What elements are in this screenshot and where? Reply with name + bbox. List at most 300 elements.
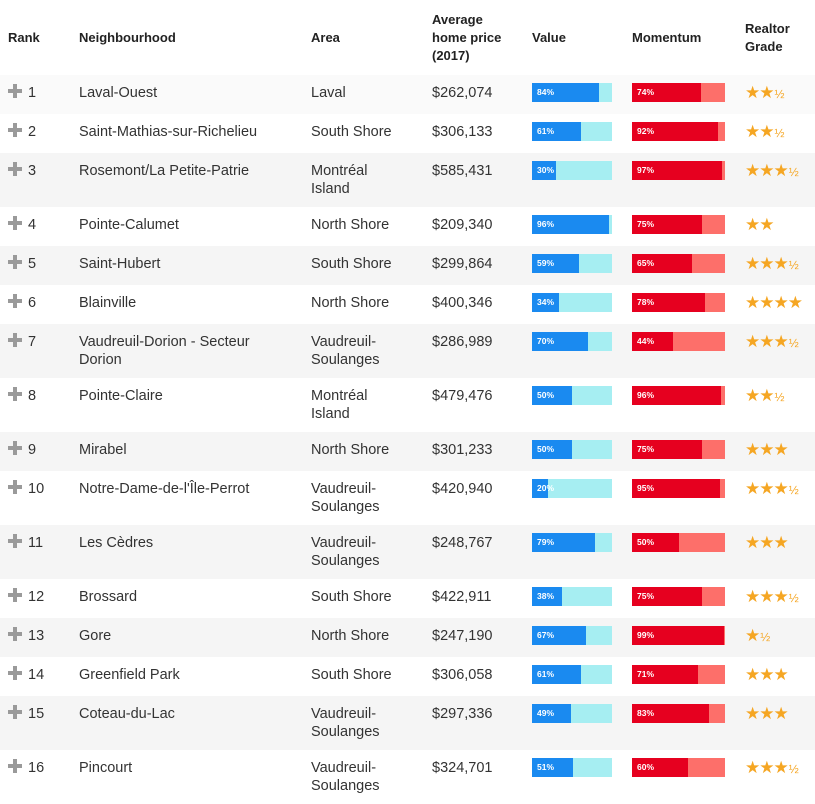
star-icon: ★	[759, 587, 774, 606]
grade-cell	[737, 525, 815, 579]
plus-icon[interactable]	[8, 705, 22, 719]
area-name: Vaudreuil-Soulanges	[303, 525, 424, 579]
price: $306,133	[424, 114, 524, 153]
momentum-cell	[624, 207, 737, 246]
star-rating	[745, 665, 788, 684]
plus-icon[interactable]	[8, 123, 22, 137]
price: $209,340	[424, 207, 524, 246]
rank-cell	[0, 114, 71, 153]
price: $247,190	[424, 618, 524, 657]
price: $400,346	[424, 285, 524, 324]
star-icon: ★	[773, 758, 788, 777]
value-bar	[532, 533, 612, 552]
grade-cell	[737, 285, 815, 324]
star-icon: ★	[773, 254, 788, 273]
star-icon: ★	[759, 254, 774, 273]
table-row[interactable]	[0, 114, 815, 153]
momentum-bar	[632, 479, 725, 498]
momentum-percent: 99%	[637, 630, 655, 640]
value-percent: 49%	[537, 708, 555, 718]
star-icon: ★	[745, 440, 760, 459]
star-icon: ★	[759, 215, 774, 234]
rank-number: 13	[28, 628, 45, 644]
momentum-percent: 75%	[637, 591, 655, 601]
rank-number: 10	[28, 481, 45, 497]
half-star-icon: ½	[788, 258, 799, 272]
momentum-bar	[632, 758, 725, 777]
momentum-cell	[624, 378, 737, 432]
area-name: North Shore	[303, 285, 424, 324]
momentum-cell	[624, 432, 737, 471]
star-icon: ★	[759, 440, 774, 459]
half-star-icon: ½	[774, 126, 785, 140]
rank-cell	[0, 432, 71, 471]
star-icon: ★	[745, 122, 760, 141]
momentum-bar	[632, 533, 725, 552]
table-row[interactable]	[0, 324, 815, 378]
value-cell	[524, 432, 624, 471]
momentum-bar	[632, 386, 725, 405]
area-name: Vaudreuil-Soulanges	[303, 324, 424, 378]
momentum-cell	[624, 324, 737, 378]
value-bar	[532, 293, 612, 312]
star-rating	[745, 161, 799, 180]
value-cell	[524, 324, 624, 378]
rank-number: 14	[28, 667, 45, 683]
value-bar	[532, 386, 612, 405]
price: $479,476	[424, 378, 524, 432]
table-row[interactable]	[0, 471, 815, 525]
grade-cell	[737, 432, 815, 471]
half-star-icon: ½	[788, 591, 799, 605]
momentum-cell	[624, 696, 737, 750]
value-bar	[532, 704, 612, 723]
value-cell	[524, 378, 624, 432]
rank-cell	[0, 75, 71, 114]
rank-cell	[0, 750, 71, 804]
value-cell	[524, 75, 624, 114]
rank-cell	[0, 579, 71, 618]
grade-cell	[737, 696, 815, 750]
grade-cell	[737, 378, 815, 432]
price: $301,233	[424, 432, 524, 471]
price: $299,864	[424, 246, 524, 285]
value-percent: 61%	[537, 669, 555, 679]
value-percent: 50%	[537, 444, 555, 454]
table-row[interactable]	[0, 153, 815, 207]
rank-cell	[0, 696, 71, 750]
rank-number: 11	[28, 535, 44, 551]
value-bar	[532, 122, 612, 141]
star-icon: ★	[759, 479, 774, 498]
momentum-percent: 75%	[637, 444, 655, 454]
momentum-percent: 83%	[637, 708, 655, 718]
rank-cell	[0, 657, 71, 696]
rank-number: 8	[28, 388, 37, 404]
plus-icon[interactable]	[8, 387, 22, 401]
value-percent: 50%	[537, 390, 555, 400]
half-star-icon: ½	[774, 390, 785, 404]
momentum-cell	[624, 285, 737, 324]
neighbourhood-name: Rosemont/La Petite-Patrie	[71, 153, 303, 207]
area-name: Laval	[303, 75, 424, 114]
value-percent: 61%	[537, 126, 555, 136]
star-rating	[745, 626, 770, 645]
star-icon: ★	[759, 161, 774, 180]
grade-cell	[737, 153, 815, 207]
value-cell	[524, 618, 624, 657]
plus-icon[interactable]	[8, 255, 22, 269]
neighbourhood-name: Saint-Hubert	[71, 246, 303, 285]
half-star-icon: ½	[788, 483, 799, 497]
value-cell	[524, 579, 624, 618]
momentum-bar	[632, 254, 725, 273]
star-icon: ★	[745, 254, 760, 273]
price: $262,074	[424, 75, 524, 114]
neighbourhood-name: Pointe-Calumet	[71, 207, 303, 246]
momentum-bar	[632, 332, 725, 351]
star-rating	[745, 83, 785, 102]
table-row[interactable]	[0, 207, 815, 246]
rank-cell	[0, 207, 71, 246]
momentum-cell	[624, 579, 737, 618]
grade-cell	[737, 246, 815, 285]
plus-icon[interactable]	[8, 534, 22, 548]
grade-cell	[737, 471, 815, 525]
grade-cell	[737, 114, 815, 153]
value-bar	[532, 587, 612, 606]
price: $585,431	[424, 153, 524, 207]
momentum-cell	[624, 75, 737, 114]
value-percent: 70%	[537, 336, 555, 346]
plus-icon[interactable]	[8, 759, 22, 773]
rank-number: 4	[28, 217, 37, 233]
star-rating	[745, 122, 785, 141]
rank-number: 5	[28, 256, 37, 272]
neighbourhood-name: Coteau-du-Lac	[71, 696, 303, 750]
momentum-percent: 60%	[637, 762, 655, 772]
star-rating	[745, 254, 799, 273]
rank-cell	[0, 324, 71, 378]
momentum-percent: 96%	[637, 390, 655, 400]
header-value[interactable]: Value	[532, 29, 566, 45]
neighbourhood-name: Saint-Mathias-sur-Richelieu	[71, 114, 303, 153]
neighbourhood-name: Les Cèdres	[71, 525, 303, 579]
momentum-percent: 92%	[637, 126, 655, 136]
neighbourhood-name: Pincourt	[71, 750, 303, 804]
header-rank[interactable]: Rank	[8, 29, 40, 45]
momentum-percent: 50%	[637, 537, 655, 547]
area-name: Vaudreuil-Soulanges	[303, 750, 424, 804]
neighbourhood-name: Notre-Dame-de-l'Île-Perrot	[71, 471, 303, 525]
momentum-bar	[632, 122, 725, 141]
grade-cell	[737, 750, 815, 804]
neighbourhood-name: Brossard	[71, 579, 303, 618]
value-cell	[524, 114, 624, 153]
value-bar	[532, 254, 612, 273]
rank-number: 2	[28, 124, 37, 140]
header-momentum[interactable]: Momentum	[632, 29, 702, 45]
value-percent: 67%	[537, 630, 555, 640]
plus-icon[interactable]	[8, 627, 22, 641]
star-rating	[745, 758, 799, 777]
price: $422,911	[424, 579, 524, 618]
price: $286,989	[424, 324, 524, 378]
momentum-cell	[624, 618, 737, 657]
value-bar	[532, 161, 612, 180]
star-rating	[745, 587, 799, 606]
value-cell	[524, 750, 624, 804]
star-icon: ★	[745, 704, 760, 723]
value-cell	[524, 657, 624, 696]
value-percent: 30%	[537, 165, 555, 175]
table-row[interactable]	[0, 246, 815, 285]
value-cell	[524, 207, 624, 246]
star-icon: ★	[773, 665, 788, 684]
star-icon: ★	[745, 293, 760, 312]
area-name: Montréal Island	[303, 153, 424, 207]
rank-cell	[0, 618, 71, 657]
area-name: North Shore	[303, 618, 424, 657]
momentum-cell	[624, 153, 737, 207]
value-cell	[524, 696, 624, 750]
rank-cell	[0, 525, 71, 579]
value-bar	[532, 626, 612, 645]
plus-icon[interactable]	[8, 333, 22, 347]
star-icon: ★	[745, 665, 760, 684]
price: $297,336	[424, 696, 524, 750]
star-icon: ★	[745, 758, 760, 777]
momentum-cell	[624, 471, 737, 525]
value-bar	[532, 479, 612, 498]
rank-cell	[0, 246, 71, 285]
star-icon: ★	[773, 704, 788, 723]
star-icon: ★	[745, 161, 760, 180]
star-rating	[745, 704, 788, 723]
half-star-icon: ½	[788, 336, 799, 350]
area-name: Vaudreuil-Soulanges	[303, 696, 424, 750]
value-cell	[524, 246, 624, 285]
neighbourhood-name: Mirabel	[71, 432, 303, 471]
momentum-cell	[624, 246, 737, 285]
momentum-bar	[632, 293, 725, 312]
momentum-percent: 97%	[637, 165, 655, 175]
table-row[interactable]	[0, 75, 815, 114]
momentum-percent: 74%	[637, 87, 655, 97]
value-percent: 79%	[537, 537, 555, 547]
momentum-bar	[632, 587, 725, 606]
momentum-percent: 78%	[637, 297, 655, 307]
star-rating	[745, 533, 788, 552]
table-row[interactable]	[0, 657, 815, 696]
rank-number: 15	[28, 706, 45, 722]
plus-icon[interactable]	[8, 294, 22, 308]
header-row	[0, 0, 815, 75]
value-percent: 20%	[537, 483, 555, 493]
table-row[interactable]	[0, 378, 815, 432]
neighbourhood-name: Vaudreuil-Dorion - Secteur Dorion	[71, 324, 303, 378]
star-icon: ★	[759, 665, 774, 684]
table-row[interactable]	[0, 696, 815, 750]
rank-cell	[0, 378, 71, 432]
value-bar	[532, 215, 612, 234]
value-bar	[532, 332, 612, 351]
momentum-percent: 75%	[637, 219, 655, 229]
value-percent: 38%	[537, 591, 555, 601]
momentum-bar	[632, 626, 725, 645]
star-rating	[745, 386, 785, 405]
rank-number: 12	[28, 589, 45, 605]
rank-number: 6	[28, 295, 37, 311]
value-percent: 84%	[537, 87, 555, 97]
half-star-icon: ½	[760, 630, 771, 644]
momentum-percent: 95%	[637, 483, 655, 493]
area-name: North Shore	[303, 207, 424, 246]
plus-icon[interactable]	[8, 666, 22, 680]
value-cell	[524, 525, 624, 579]
momentum-bar	[632, 83, 725, 102]
price: $248,767	[424, 525, 524, 579]
value-percent: 59%	[537, 258, 555, 268]
star-icon: ★	[773, 293, 788, 312]
star-icon: ★	[787, 293, 802, 312]
star-icon: ★	[759, 83, 774, 102]
grade-cell	[737, 579, 815, 618]
header-neighbourhood[interactable]: Neighbourhood	[79, 29, 176, 45]
grade-cell	[737, 324, 815, 378]
star-icon: ★	[759, 758, 774, 777]
star-icon: ★	[773, 332, 788, 351]
plus-icon[interactable]	[8, 441, 22, 455]
momentum-bar	[632, 665, 725, 684]
momentum-bar	[632, 440, 725, 459]
star-icon: ★	[745, 386, 760, 405]
star-icon: ★	[745, 83, 760, 102]
star-icon: ★	[773, 479, 788, 498]
star-icon: ★	[745, 533, 760, 552]
momentum-bar	[632, 161, 725, 180]
plus-icon[interactable]	[8, 216, 22, 230]
star-icon: ★	[759, 122, 774, 141]
area-name: North Shore	[303, 432, 424, 471]
table-row[interactable]	[0, 750, 815, 804]
header-area[interactable]: Area	[311, 29, 340, 45]
rank-number: 9	[28, 442, 37, 458]
value-bar	[532, 83, 612, 102]
neighbourhood-name: Blainville	[71, 285, 303, 324]
star-icon: ★	[745, 332, 760, 351]
rank-number: 16	[28, 760, 45, 776]
value-bar	[532, 440, 612, 459]
half-star-icon: ½	[788, 762, 799, 776]
star-icon: ★	[759, 386, 774, 405]
price: $420,940	[424, 471, 524, 525]
neighbourhood-name: Greenfield Park	[71, 657, 303, 696]
table-body	[0, 75, 815, 804]
star-icon: ★	[745, 626, 760, 645]
grade-cell	[737, 657, 815, 696]
area-name: South Shore	[303, 114, 424, 153]
half-star-icon: ½	[788, 165, 799, 179]
area-name: Montréal Island	[303, 378, 424, 432]
rank-number: 7	[28, 334, 37, 350]
table-row[interactable]	[0, 285, 815, 324]
star-icon: ★	[759, 293, 774, 312]
plus-icon[interactable]	[8, 588, 22, 602]
momentum-cell	[624, 657, 737, 696]
value-cell	[524, 471, 624, 525]
header-grade[interactable]: Realtor Grade	[745, 20, 790, 54]
momentum-percent: 71%	[637, 669, 655, 679]
grade-cell	[737, 207, 815, 246]
star-icon: ★	[759, 332, 774, 351]
star-icon: ★	[745, 215, 760, 234]
header-price[interactable]: Average home price (2017)	[432, 11, 502, 63]
price: $306,058	[424, 657, 524, 696]
star-icon: ★	[773, 533, 788, 552]
rank-cell	[0, 153, 71, 207]
grade-cell	[737, 618, 815, 657]
star-rating	[745, 215, 774, 234]
table-row[interactable]	[0, 432, 815, 471]
star-icon: ★	[759, 704, 774, 723]
star-rating	[745, 479, 799, 498]
star-icon: ★	[745, 587, 760, 606]
plus-icon[interactable]	[8, 84, 22, 98]
price: $324,701	[424, 750, 524, 804]
value-cell	[524, 153, 624, 207]
star-icon: ★	[773, 440, 788, 459]
neighbourhood-name: Pointe-Claire	[71, 378, 303, 432]
star-icon: ★	[745, 479, 760, 498]
plus-icon[interactable]	[8, 162, 22, 176]
star-icon: ★	[759, 533, 774, 552]
area-name: Vaudreuil-Soulanges	[303, 471, 424, 525]
area-name: South Shore	[303, 246, 424, 285]
area-name: South Shore	[303, 657, 424, 696]
half-star-icon: ½	[774, 87, 785, 101]
grade-cell	[737, 75, 815, 114]
value-percent: 96%	[537, 219, 555, 229]
star-icon: ★	[773, 587, 788, 606]
value-bar	[532, 665, 612, 684]
neighbourhood-name: Laval-Ouest	[71, 75, 303, 114]
momentum-percent: 65%	[637, 258, 655, 268]
momentum-cell	[624, 114, 737, 153]
rank-cell	[0, 471, 71, 525]
rank-number: 1	[28, 85, 37, 101]
value-cell	[524, 285, 624, 324]
rank-number: 3	[28, 163, 37, 179]
momentum-bar	[632, 704, 725, 723]
star-icon: ★	[773, 161, 788, 180]
plus-icon[interactable]	[8, 480, 22, 494]
area-name: South Shore	[303, 579, 424, 618]
star-rating	[745, 440, 788, 459]
neighbourhood-name: Gore	[71, 618, 303, 657]
table-row[interactable]	[0, 579, 815, 618]
table-row[interactable]	[0, 618, 815, 657]
momentum-percent: 44%	[637, 336, 655, 346]
value-percent: 51%	[537, 762, 555, 772]
momentum-cell	[624, 525, 737, 579]
momentum-cell	[624, 750, 737, 804]
value-bar	[532, 758, 612, 777]
star-rating	[745, 332, 799, 351]
rank-cell	[0, 285, 71, 324]
table-row[interactable]	[0, 525, 815, 579]
momentum-bar	[632, 215, 725, 234]
